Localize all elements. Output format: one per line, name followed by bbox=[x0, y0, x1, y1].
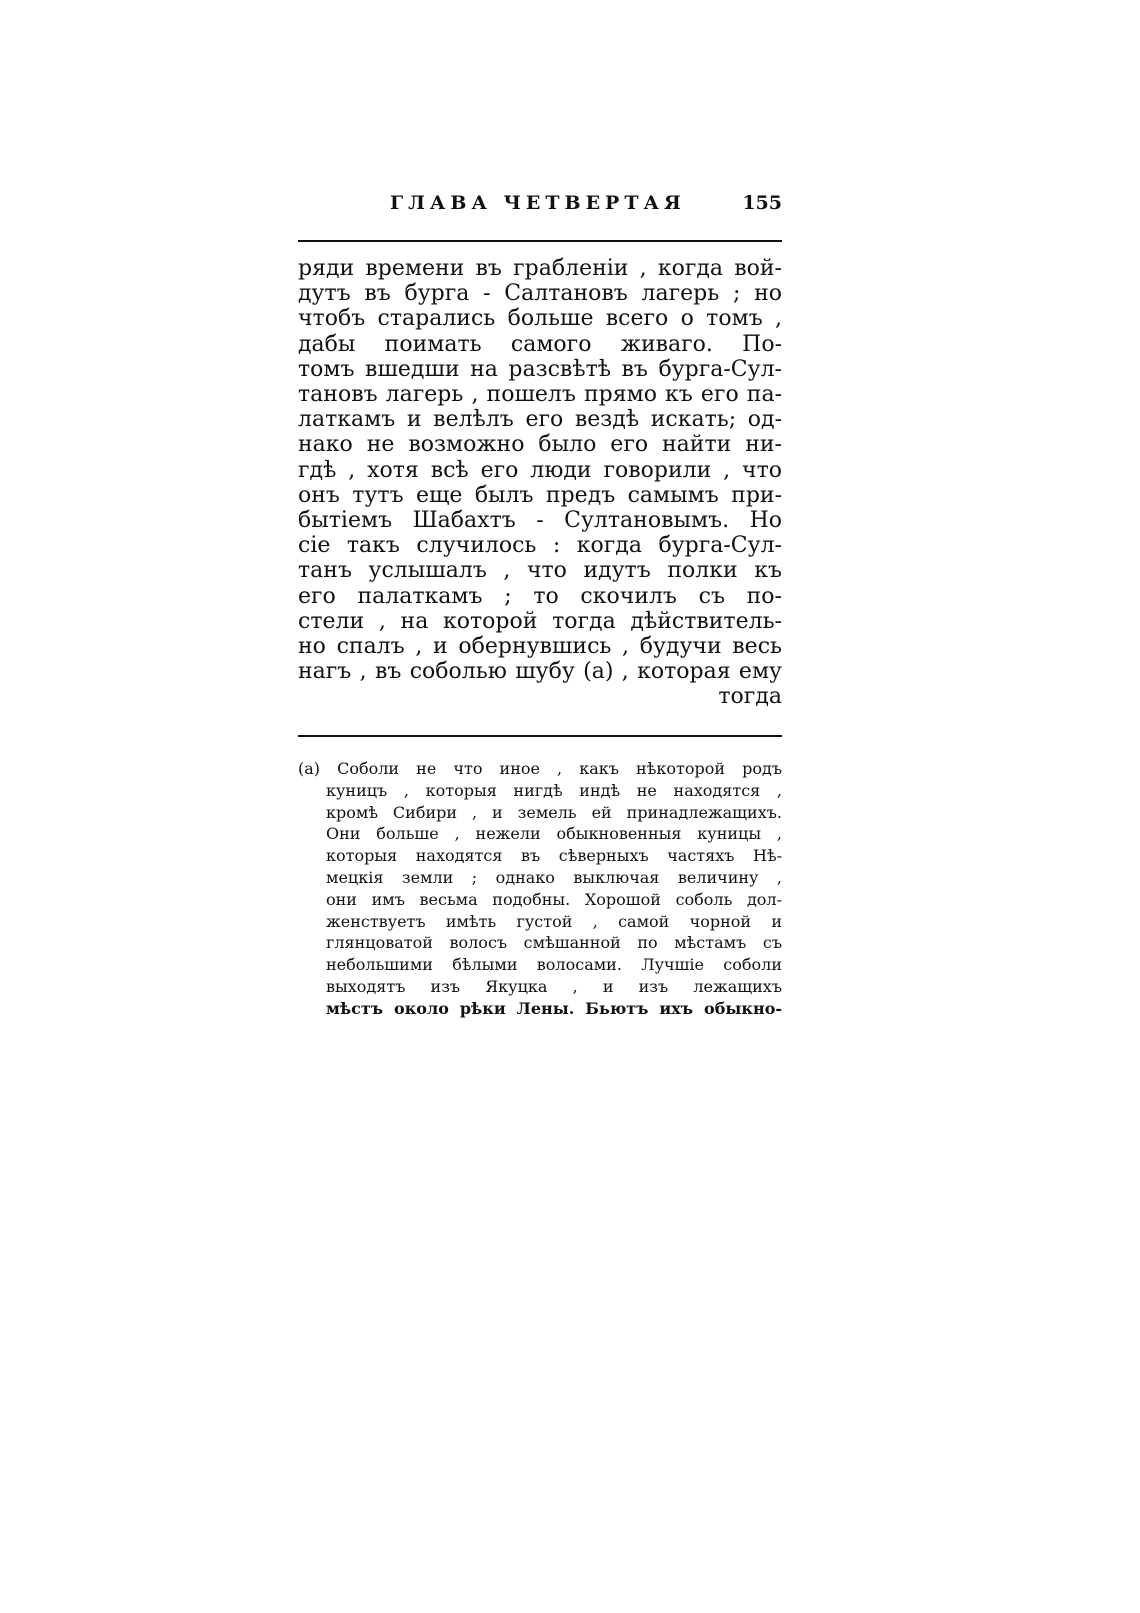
text-line: латкамъ и велѣлъ его вездѣ искать; од- bbox=[298, 407, 782, 433]
footnote-line: женствуетъ имѣть густой , самой чорной и bbox=[326, 911, 782, 931]
text-line: ряди времени въ грабленіи , когда вой- bbox=[298, 256, 782, 281]
footnote-line: глянцоватой волосъ смѣшанной по мѣстамъ съ bbox=[326, 933, 782, 953]
text-line: танъ услышалъ , что идутъ полки къ bbox=[298, 558, 782, 584]
footnote-line: Они больше , нежели обыкновенныя куницы , bbox=[326, 824, 782, 844]
text-line: бытіемъ Шабахтъ - Султановымъ. Но bbox=[298, 508, 782, 534]
text-line: тановъ лагерь , пошелъ прямо къ его па- bbox=[298, 382, 782, 408]
footnote bbox=[298, 758, 782, 1020]
page-number: 155 bbox=[742, 192, 782, 214]
text-line: нагъ , въ соболью шубу (а) , которая ему bbox=[298, 659, 782, 685]
text-line: его палаткамъ ; то скочилъ съ по- bbox=[298, 583, 782, 609]
footnote-line: выходятъ изъ Якуцка , и изъ лежащихъ bbox=[326, 976, 782, 996]
text-line: нако не возможно было его найти ни- bbox=[298, 432, 782, 458]
text-line: чтобъ старались больше всего о томъ , bbox=[298, 306, 782, 332]
main-text bbox=[298, 256, 782, 710]
text-line: стели , на которой тогда дѣйствитель- bbox=[298, 608, 782, 634]
page-header bbox=[298, 192, 782, 226]
text-line: сіе такъ случилось : когда бурга-Сул- bbox=[298, 533, 782, 559]
footnote-line: кромѣ Сибири , и земель ей принадлежащихъ. bbox=[326, 802, 782, 822]
text-line: дутъ въ бурга - Салтановъ лагерь ; но bbox=[298, 281, 782, 307]
header-rule bbox=[298, 240, 782, 242]
text-line: томъ вшедши на разсвѣтѣ въ бурга-Сул- bbox=[298, 356, 782, 382]
footnote-line: они имъ весьма подобны. Хорошой соболь дол- bbox=[326, 889, 782, 909]
footnote-rule bbox=[298, 735, 782, 737]
text-line: дабы поимать самого живаго. По- bbox=[298, 331, 782, 357]
text-line: онъ тутъ еще былъ предъ самымъ при- bbox=[298, 482, 782, 508]
running-head: ГЛАВА ЧЕТВЕРТАЯ bbox=[390, 192, 686, 214]
text-line: гдѣ , хотя всѣ его люди говорили , что bbox=[298, 457, 782, 483]
text-line: но спалъ , и обернувшись , будучи весь bbox=[298, 634, 782, 660]
footnote-line: мѣстъ около рѣки Лены. Бьютъ ихъ обыкно- bbox=[326, 998, 782, 1018]
footnote-line: мецкія земли ; однако выключая величину , bbox=[326, 867, 782, 887]
catchword: тогда bbox=[718, 684, 782, 710]
footnote-line: (а) Соболи не что иное , какъ нѣкоторой родъ bbox=[298, 759, 782, 778]
footnote-line: небольшими бѣлыми волосами. Лучшіе соболи bbox=[326, 955, 782, 975]
footnote-line: которыя находятся въ сѣверныхъ частяхъ Нѣ- bbox=[326, 846, 782, 866]
footnote-line: куницъ , которыя нигдѣ индѣ не находятся , bbox=[326, 780, 782, 800]
